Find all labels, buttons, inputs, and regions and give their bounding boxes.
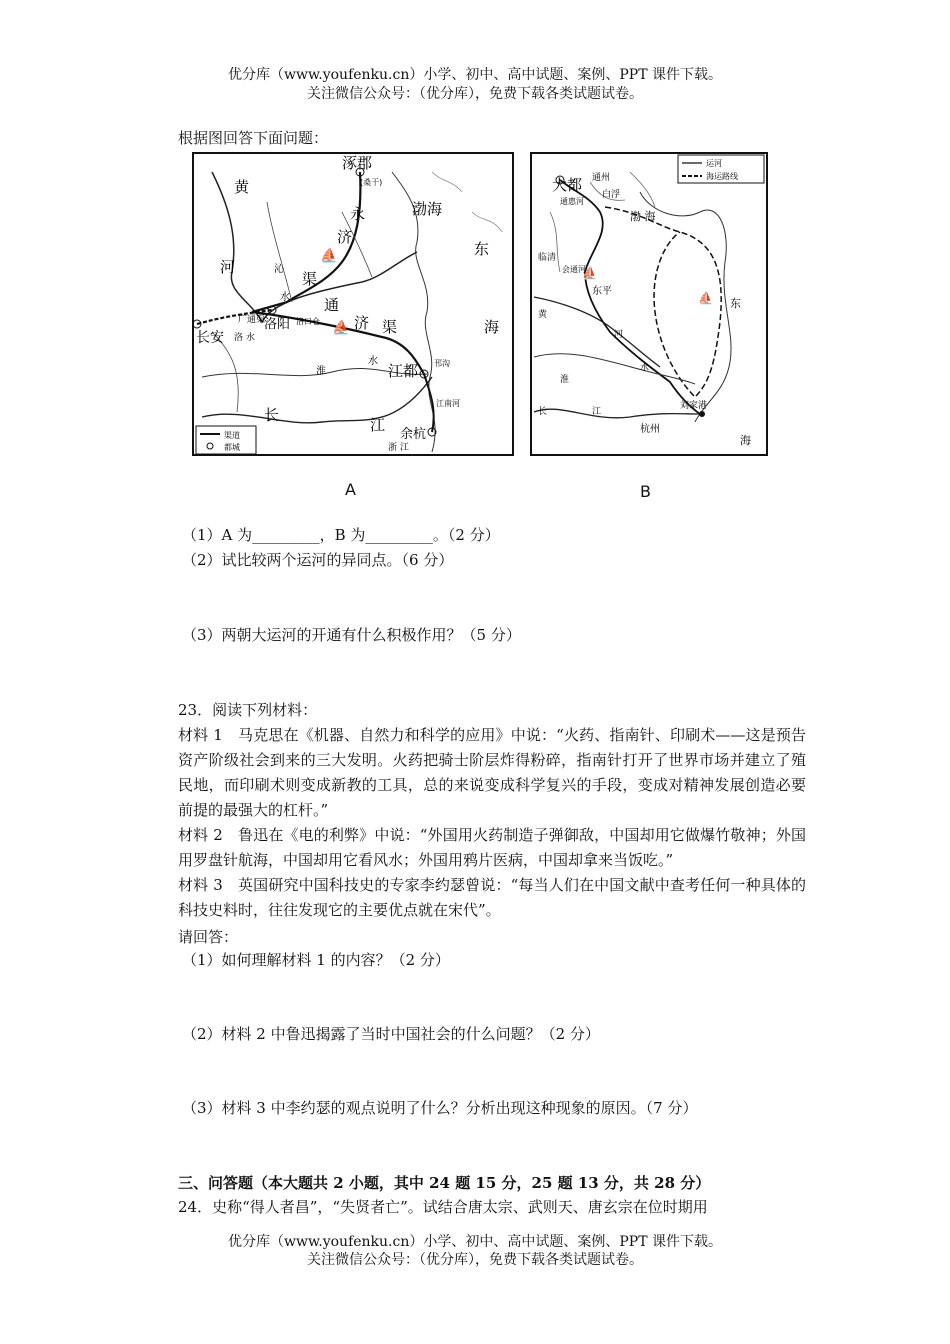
label-luoyang: 洛阳	[264, 317, 291, 332]
material-3: 材料 3 英国研究中国科技史的专家李约瑟曾说：“每当人们在中国文献中查考任何一种具体的科技史料时，往往发现它的主要优点就在宋代”。	[178, 876, 806, 919]
q22-2: （2）试比较两个运河的异同点。（6 分）	[182, 551, 454, 569]
label-chang: 长	[264, 406, 280, 424]
label-shui: 水	[280, 292, 290, 303]
ship-icon: ⛵	[332, 320, 350, 336]
label-dongping: 东平	[592, 286, 612, 297]
map-b-caption: B	[640, 482, 651, 501]
label-luokoucang: 洛口仓	[296, 317, 320, 326]
label-bohai: 渤海	[412, 200, 443, 218]
label-he: 河	[220, 258, 236, 276]
label-tong: 通	[324, 296, 340, 314]
label-baifu: 白浮	[602, 190, 621, 200]
label-jiang-b: 江	[592, 407, 602, 417]
label-huai: 淮	[316, 366, 326, 377]
label-yong: 永	[350, 205, 366, 223]
section3-title: 三、问答题（本大题共 2 小题，其中 24 题 15 分，25 题 13 分，共 28 分）	[178, 1174, 711, 1192]
label-dong: 东	[474, 240, 490, 258]
label-chang-b: 长	[538, 407, 548, 417]
label-jiangnanhe: 江南河	[436, 399, 460, 408]
label-hangzhou: 杭州	[640, 424, 660, 435]
label-hai-b: 海	[740, 434, 751, 447]
q22-3: （3）两朝大运河的开通有什么积极作用？（5 分）	[182, 626, 521, 644]
label-hai: 海	[484, 318, 500, 336]
ship-icon: ⛵	[582, 266, 597, 280]
q23-1: （1）如何理解材料 1 的内容？（2 分）	[182, 951, 450, 969]
q23-title: 23．阅读下列材料：	[178, 701, 318, 719]
label-dong-b: 东	[730, 297, 741, 310]
q23-3: （3）材料 3 中李约瑟的观点说明了什么？分析出现这种现象的原因。（7 分）	[182, 1099, 698, 1117]
map-a-caption: A	[345, 480, 356, 499]
label-ji: 济	[337, 228, 353, 246]
label-jiangdu: 江都	[388, 362, 419, 380]
label-shui-b: 水	[640, 363, 650, 373]
label-shui2: 水	[368, 356, 378, 367]
q24-text: 24．史称“得人者昌”，“失贤者亡”。试结合唐太宗、武则天、唐玄宗在位时期用	[178, 1198, 708, 1216]
label-zhuojun: 涿郡	[342, 154, 373, 172]
label-huang-b: 黄	[538, 310, 548, 320]
label-liujiagang: 刘家港	[680, 401, 708, 411]
label-tongzhou: 通州	[592, 173, 611, 183]
material-1: 材料 1 马克思在《机器、自然力和科学的应用》中说：“火药、指南针、印刷术——这是预告资产阶级社会到来的三大发明。火药把骑士阶层炸得粉碎，指南针打开了世界市场并建立了殖民地，而印刷术则变成新教的工具，总的来说变成科学复兴的手段，变成对精神发展创造必要前提的最强大的杠杆。”	[178, 726, 806, 819]
footer-line-2: 关注微信公众号：（优分库），免费下载各类试题试卷。	[307, 1252, 643, 1268]
ship-icon: ⛵	[698, 291, 713, 305]
map-b	[530, 152, 768, 456]
label-qu: 渠	[302, 270, 318, 288]
label-qu2: 渠	[382, 318, 398, 336]
label-linqing: 临清	[538, 253, 557, 263]
intro-text: 根据图回答下面问题：	[178, 129, 329, 147]
label-huitonghe: 会通河	[562, 265, 586, 274]
legend-canal-b: 运河	[706, 159, 722, 168]
label-guangtongqu: 广通渠	[238, 315, 266, 325]
q23-2: （2）材料 2 中鲁迅揭露了当时中国社会的什么问题？（2 分）	[182, 1025, 600, 1043]
legend-canal: 渠道	[224, 431, 240, 440]
header-line-1: 优分库（www.youfenku.cn）小学、初中、高中试题、案例、PPT 课件下载。	[227, 67, 722, 83]
label-hangou: 邗沟	[434, 359, 450, 368]
q22-1: （1）A 为_________，B 为_________。（2 分）	[182, 526, 500, 544]
liujiagang-marker	[699, 411, 705, 417]
header-line-2: 关注微信公众号：（优分库），免费下载各类试题试卷。	[307, 86, 643, 102]
label-luo-shui: 洛 水	[234, 333, 255, 343]
legend-sea-b: 海运路线	[706, 172, 738, 181]
map-a-frame	[193, 153, 513, 455]
label-huai-b: 淮	[560, 375, 570, 385]
label-dadu: 大都	[552, 176, 583, 194]
label-qin: 沁	[274, 264, 284, 275]
legend-capital: 都城	[224, 443, 240, 452]
ship-icon: ⛵	[320, 248, 338, 264]
label-bohai-b: 渤 海	[630, 210, 656, 223]
map-a	[192, 152, 514, 456]
material-2: 材料 2 鲁迅在《电的利弊》中说：“外国用火药制造子弹御敌，中国却用它做爆竹敬神；外国用罗盘针航海，中国却用它看风水；外国用鸦片医病，中国却拿来当饭吃。”	[178, 826, 806, 869]
label-huang: 黄	[234, 178, 250, 196]
q23-prompt: 请回答：	[178, 928, 239, 946]
footer-line-1: 优分库（www.youfenku.cn）小学、初中、高中试题、案例、PPT 课件下载。	[227, 1234, 722, 1250]
label-jiang: 江	[370, 416, 386, 434]
label-small: (桑干)	[360, 178, 383, 187]
label-yuhang: 余杭	[400, 427, 427, 442]
label-ji2: 济	[354, 314, 370, 332]
label-tonghuihe: 通惠河	[560, 197, 584, 206]
label-changan: 长安	[196, 330, 224, 346]
label-he-b: 河	[614, 330, 624, 340]
label-zhe-jiang: 浙 江	[388, 443, 409, 453]
